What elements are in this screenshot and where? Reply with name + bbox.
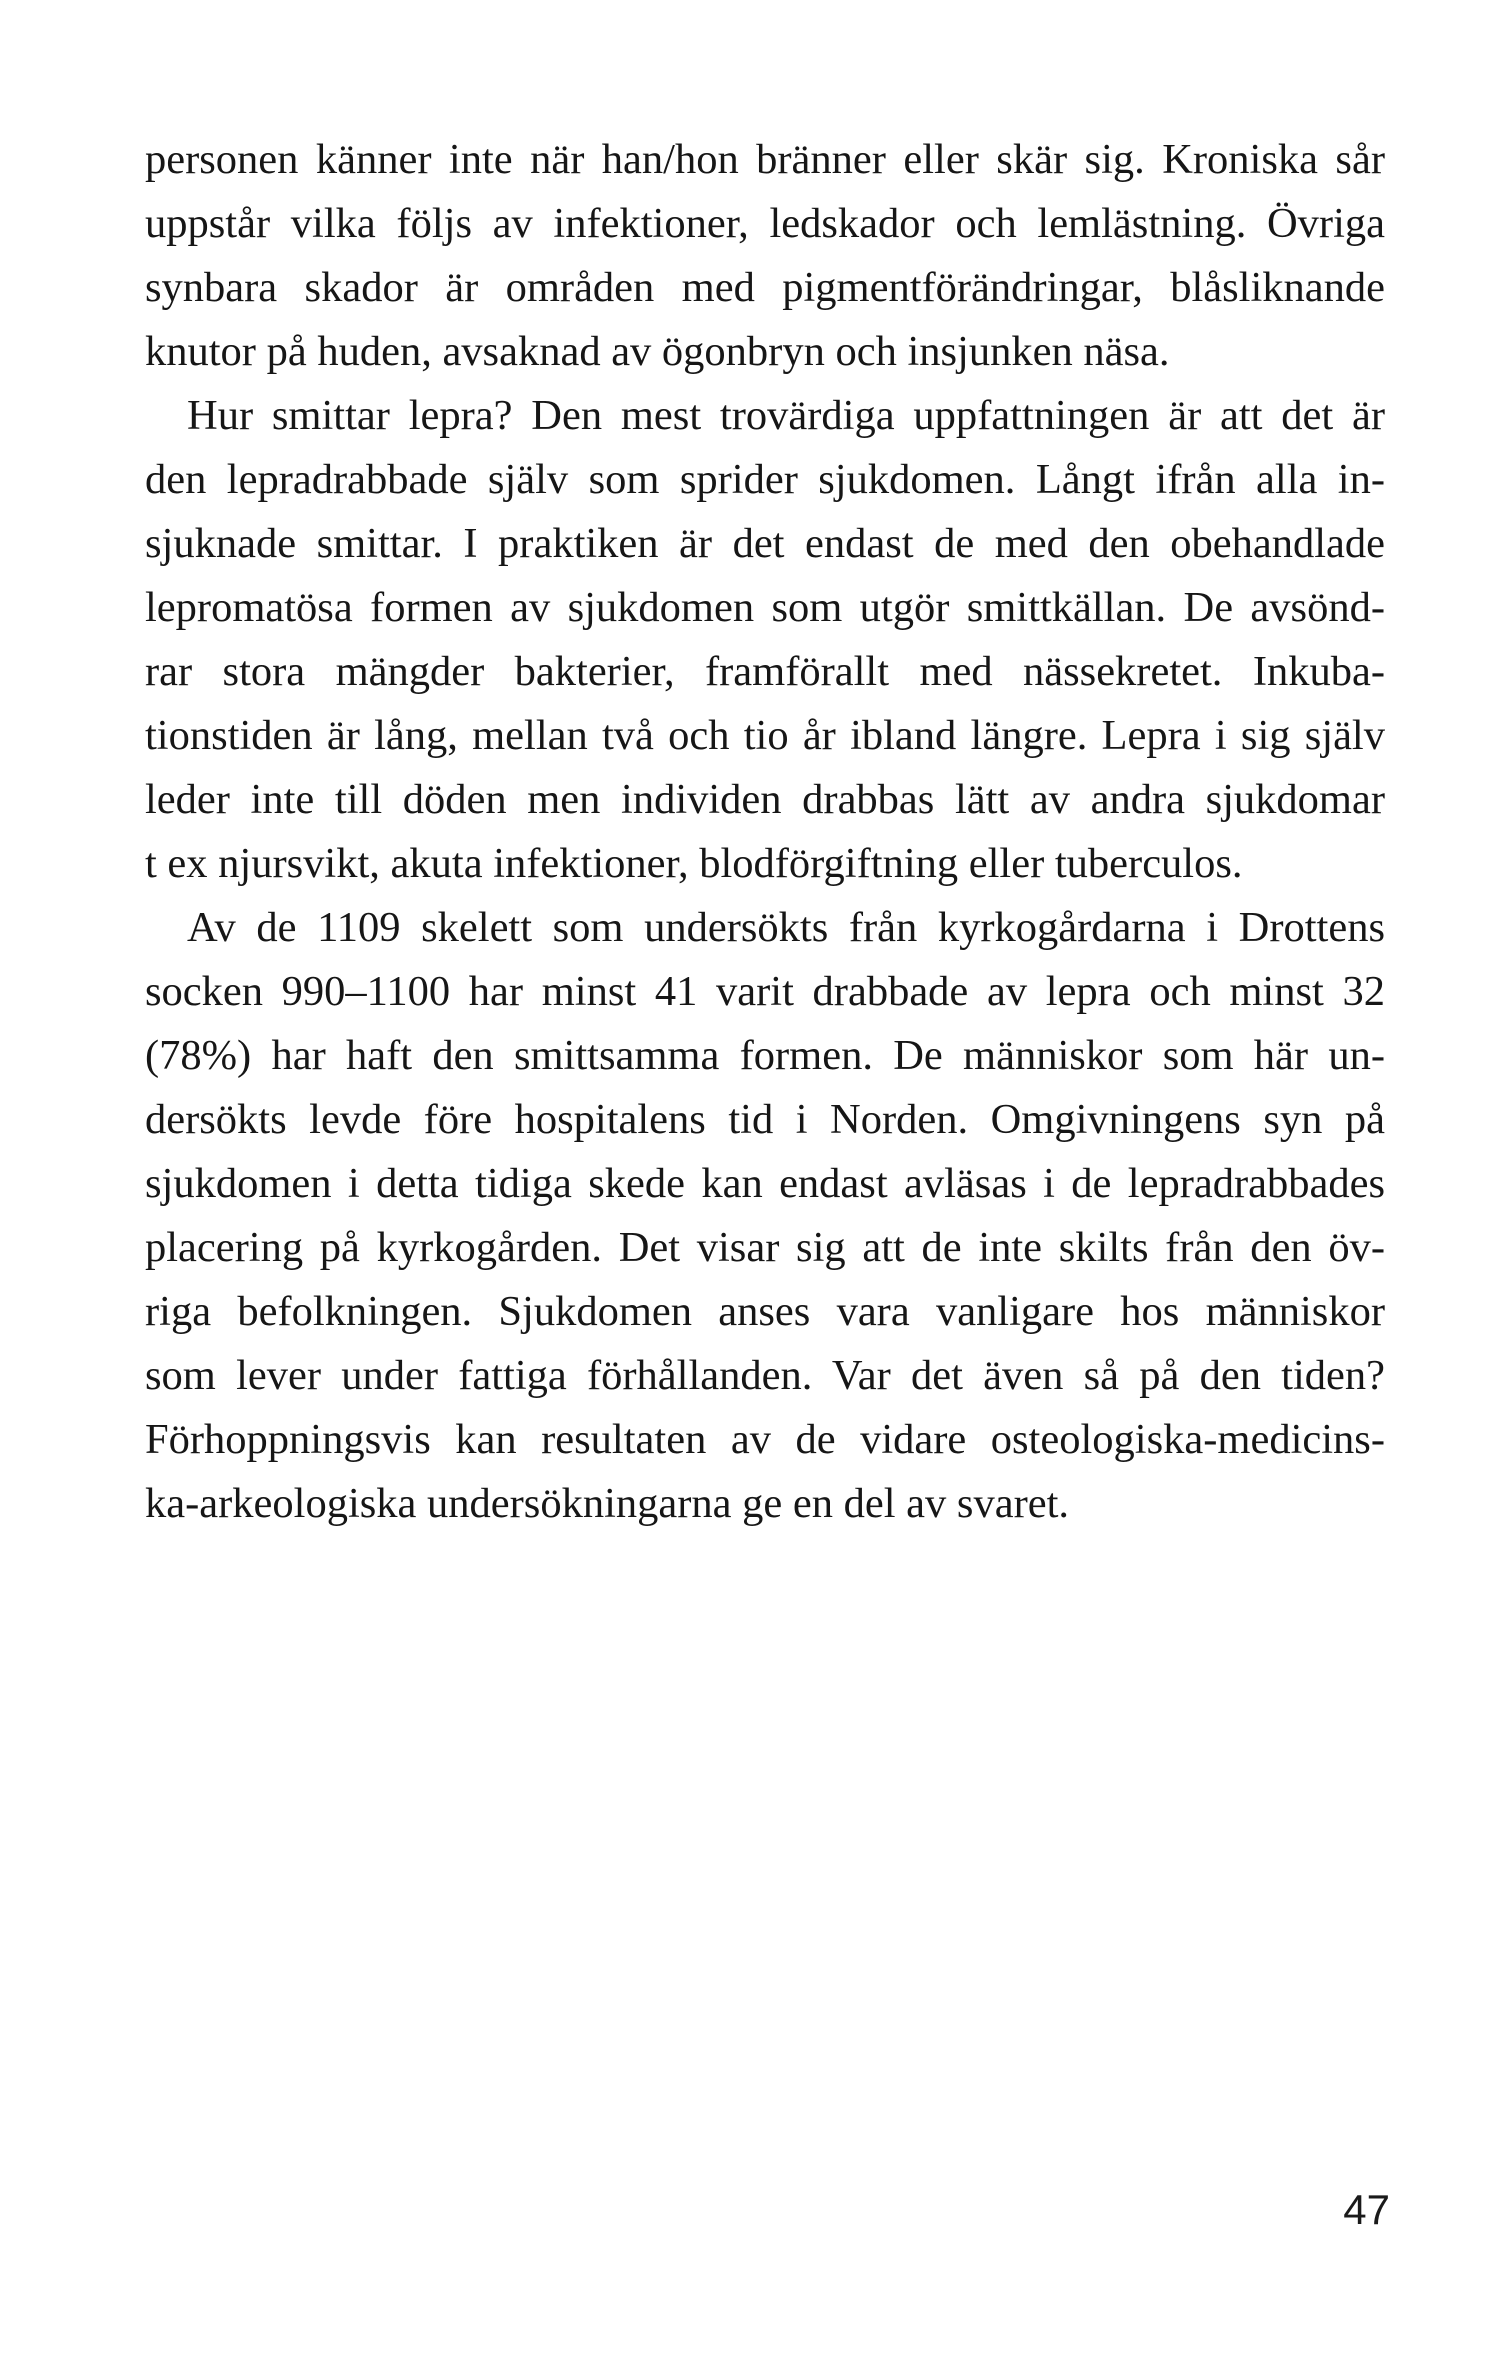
text-line: riga befolkningen. Sjukdomen anses vara vanligare hos människor <box>145 1288 1385 1335</box>
text-line: som lever under fattiga förhållanden. Var det även så på den tiden? <box>145 1352 1385 1399</box>
text-line: t ex njursvikt, akuta infektioner, blodförgiftning eller tuberculos. <box>145 840 1243 887</box>
text-line: sjukdomen i detta tidiga skede kan endast avläsas i de lepradrabbades <box>145 1160 1385 1207</box>
text-line: placering på kyrkogården. Det visar sig att de inte skilts från den öv- <box>145 1224 1385 1271</box>
text-line: ka-arkeologiska undersökningarna ge en del av svaret. <box>145 1480 1070 1527</box>
text-line: synbara skador är områden med pigmentförändringar, blåsliknande <box>145 264 1385 311</box>
text-line: (78%) har haft den smittsamma formen. De människor som här un- <box>145 1032 1385 1079</box>
text-line: Förhoppningsvis kan resultaten av de vidare osteologiska-medicins- <box>145 1416 1385 1463</box>
text-line: knutor på huden, avsaknad av ögonbryn och insjunken näsa. <box>145 328 1170 375</box>
text-line: Av de 1109 skelett som undersökts från kyrkogårdarna i Drottens <box>187 904 1385 951</box>
text-line: rar stora mängder bakterier, framförallt med nässekretet. Inkuba- <box>145 648 1385 695</box>
text-line: uppstår vilka följs av infektioner, ledskador och lemlästning. Övriga <box>145 200 1385 247</box>
body-text <box>145 128 1385 1536</box>
text-line: sjuknade smittar. I praktiken är det endast de med den obehandlade <box>145 520 1385 567</box>
text-line: Hur smittar lepra? Den mest trovärdiga uppfattningen är att det är <box>187 392 1385 439</box>
page-number: 47 <box>1343 2186 1390 2233</box>
text-line: leder inte till döden men individen drabbas lätt av andra sjukdomar <box>145 776 1385 823</box>
text-line: den lepradrabbade själv som sprider sjukdomen. Långt ifrån alla in- <box>145 456 1385 503</box>
text-line: dersökts levde före hospitalens tid i Norden. Omgivningens syn på <box>145 1096 1385 1143</box>
text-line: socken 990–1100 har minst 41 varit drabbade av lepra och minst 32 <box>145 968 1385 1015</box>
text-line: lepromatösa formen av sjukdomen som utgör smittkällan. De avsönd- <box>145 584 1385 631</box>
text-line: tionstiden är lång, mellan två och tio år ibland längre. Lepra i sig själv <box>145 712 1385 759</box>
text-line: personen känner inte när han/hon bränner eller skär sig. Kroniska sår <box>145 136 1385 183</box>
